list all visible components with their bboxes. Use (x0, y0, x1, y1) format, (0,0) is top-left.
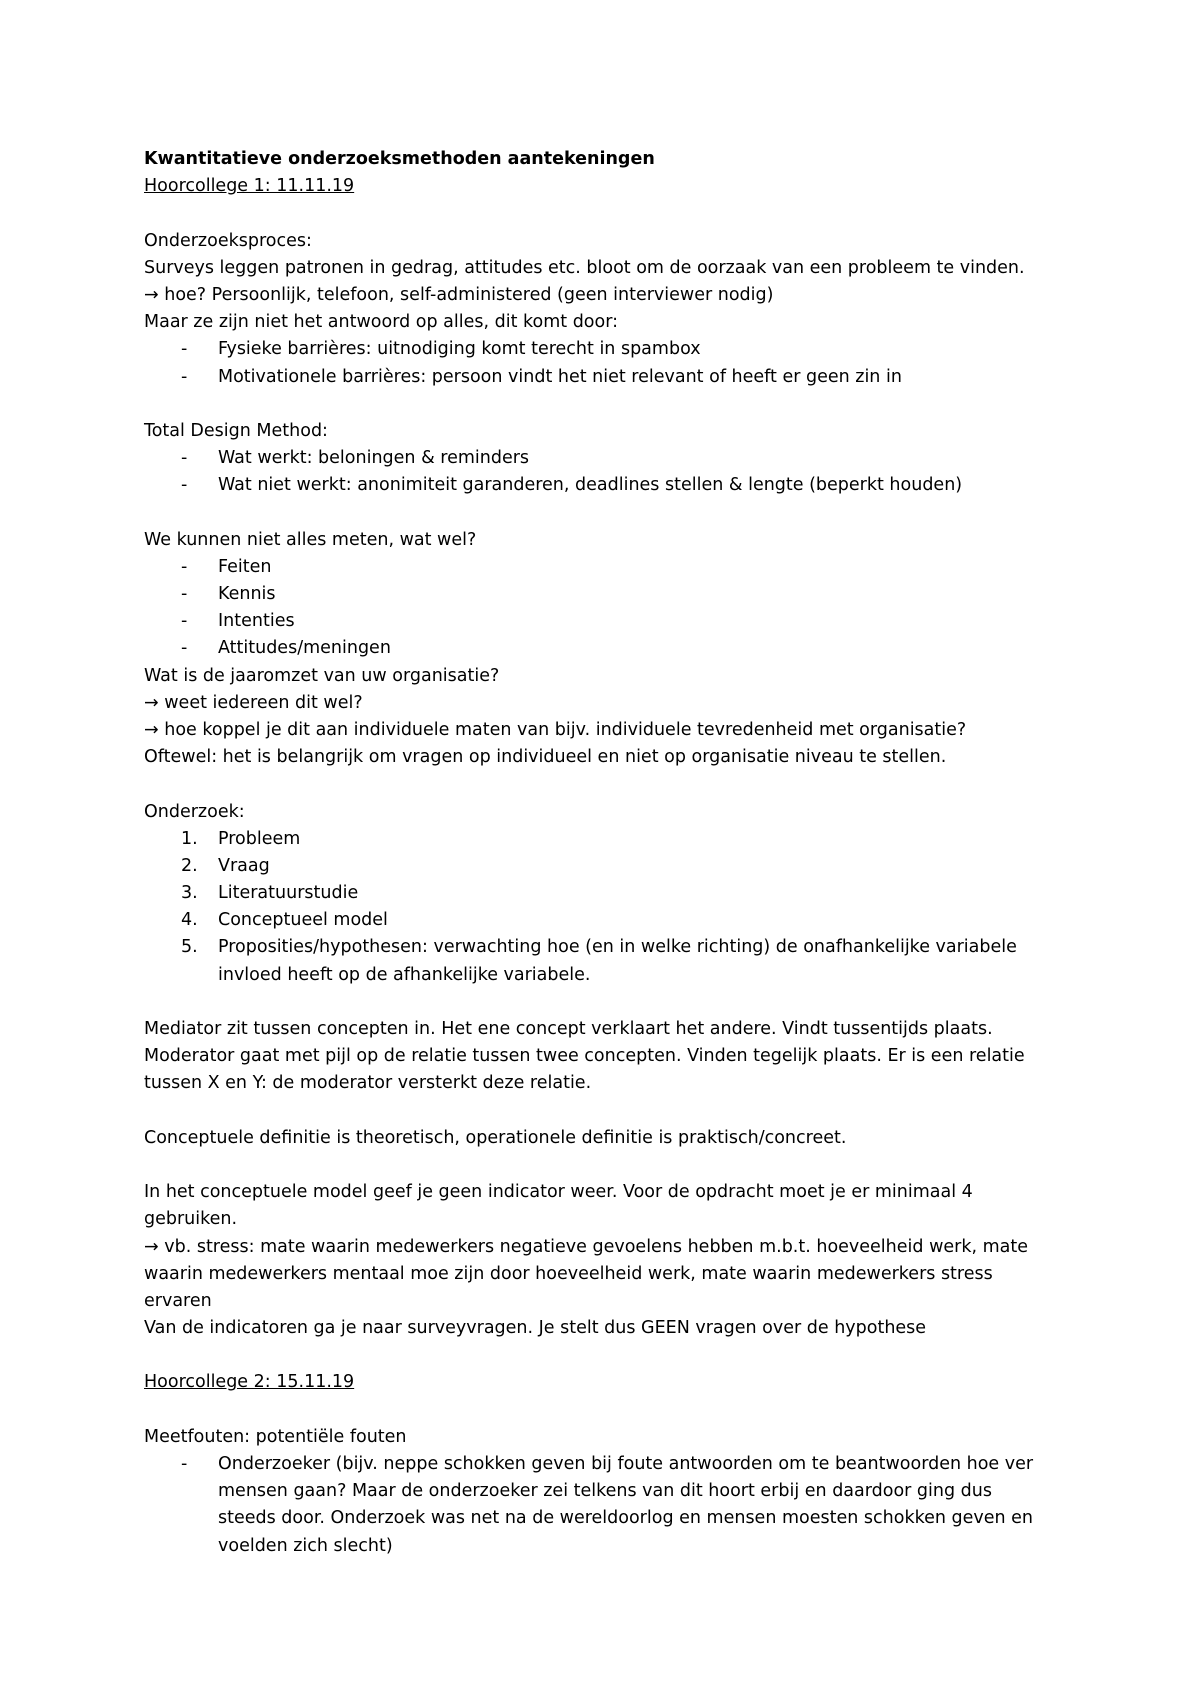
list-item-text: Feiten (218, 556, 272, 577)
list-item (144, 445, 1084, 472)
numbered-item (144, 907, 1084, 934)
list-item (144, 1451, 1084, 1478)
arrow-icon: → (144, 692, 159, 713)
paragraph-line: tussen X en Y: de moderator versterkt deze relatie. (144, 1073, 592, 1094)
definitie-line: Conceptuele definitie is theoretisch, operationele definitie is praktisch/concreet. (144, 1127, 847, 1148)
list-item (144, 364, 1084, 391)
document-title: Kwantitatieve onderzoeksmethoden aantekeningen (144, 149, 655, 169)
spacer (144, 1152, 1084, 1179)
spacer (144, 1397, 1084, 1424)
number-marker: 4. (181, 910, 198, 931)
paragraph-line: Wat is de jaaromzet van uw organisatie? (144, 665, 500, 686)
list-item-text: Fysieke barrières: uitnodiging komt terecht in spambox (218, 339, 701, 360)
list-item (144, 336, 1084, 363)
number-marker: 2. (181, 855, 198, 876)
dash-marker: - (181, 638, 188, 659)
arrow-line (144, 717, 1084, 744)
dash-marker: - (181, 556, 188, 577)
meetfouten-heading: Meetfouten: potentiële fouten (144, 1426, 407, 1447)
spacer (144, 391, 1084, 418)
list-item (144, 472, 1084, 499)
paragraph-line: Maar ze zijn niet het antwoord op alles, dit komt door: (144, 312, 618, 333)
arrow-line (144, 690, 1084, 717)
list-item-text: Wat werkt: beloningen & reminders (218, 448, 530, 469)
numbered-item-text: Probleem (218, 828, 301, 849)
arrow-icon: → (144, 1236, 159, 1257)
dash-marker: - (181, 339, 188, 360)
arrow-line-text: hoe koppel je dit aan individuele maten van bijv. individuele tevredenheid met organisatie? (158, 719, 967, 740)
document-content (144, 146, 1084, 1560)
list-item-text: Motivationele barrières: persoon vindt het niet relevant of heeft er geen zin in (218, 366, 902, 387)
arrow-line (144, 1234, 1084, 1261)
paragraph-line: ervaren (144, 1290, 212, 1311)
paragraph-line: Moderator gaat met pijl op de relatie tussen twee concepten. Vinden tegelijk plaats. Er is een relatie (144, 1046, 1025, 1067)
numbered-item-text: Proposities/hypothesen: verwachting hoe (en in welke richting) de onafhankelijke variabele (218, 937, 1017, 958)
number-marker: 1. (181, 828, 198, 849)
arrow-line-text: hoe? Persoonlijk, telefoon, self-administered (geen interviewer nodig) (158, 284, 774, 305)
list-item-continuation: mensen gaan? Maar de onderzoeker zei telkens van dit hoort erbij en daardoor ging dus (218, 1481, 992, 1502)
numbered-item (144, 853, 1084, 880)
list-item-text: Intenties (218, 611, 295, 632)
dash-marker: - (181, 584, 188, 604)
arrow-line (144, 282, 1084, 309)
meten-heading: We kunnen niet alles meten, wat wel? (144, 529, 477, 550)
dash-marker: - (181, 1454, 188, 1474)
spacer (144, 989, 1084, 1016)
numbered-item (144, 826, 1084, 853)
list-item (144, 608, 1084, 635)
arrow-icon: → (144, 284, 159, 305)
dash-marker: - (181, 448, 188, 469)
list-item-continuation: voelden zich slecht) (218, 1535, 393, 1556)
spacer (144, 1342, 1084, 1369)
arrow-icon: → (144, 719, 159, 740)
arrow-line-text: vb. stress: mate waarin medewerkers negatieve gevoelens hebben m.b.t. hoeveelheid werk, mate (158, 1236, 1028, 1257)
tdm-heading: Total Design Method: (144, 420, 328, 441)
spacer (144, 499, 1084, 526)
numbered-item-text: Conceptueel model (218, 910, 388, 931)
numbered-item (144, 934, 1084, 961)
spacer (144, 1098, 1084, 1125)
numbered-item-text: Literatuurstudie (218, 883, 359, 904)
numbered-item (144, 880, 1084, 907)
spacer (144, 771, 1084, 798)
numbered-item-text: Vraag (218, 855, 270, 876)
paragraph-line: Mediator zit tussen concepten in. Het ene concept verklaart het andere. Vindt tussentijds plaats. (144, 1019, 993, 1039)
paragraph-line: In het conceptuele model geef je geen indicator weer. Voor de opdracht moet je er minimaal 4 (144, 1182, 973, 1203)
paragraph-line: Oftewel: het is belangrijk om vragen op individueel en niet op organisatie niveau te stellen. (144, 747, 947, 768)
list-item-text: Onderzoeker (bijv. neppe schokken geven bij foute antwoorden om te beantwoorden hoe ver (218, 1454, 1034, 1474)
number-marker: 3. (181, 883, 198, 904)
dash-marker: - (181, 611, 188, 632)
paragraph-line: gebruiken. (144, 1209, 238, 1230)
list-item (144, 635, 1084, 662)
number-marker: 5. (181, 937, 198, 958)
paragraph-line: Surveys leggen patronen in gedrag, attitudes etc. bloot om de oorzaak van een probleem te vinden. (144, 257, 1025, 278)
list-item-continuation: steeds door. Onderzoek was net na de wereldoorlog en mensen moesten schokken geven en (218, 1508, 1034, 1529)
onderzoeksproces-heading: Onderzoeksproces: (144, 230, 312, 251)
list-item-text: Kennis (218, 584, 276, 604)
spacer (144, 200, 1084, 227)
paragraph-line: Van de indicatoren ga je naar surveyvragen. Je stelt dus GEEN vragen over de hypothese (144, 1318, 927, 1339)
dash-marker: - (181, 366, 188, 387)
list-item-text: Wat niet werkt: anonimiteit garanderen, deadlines stellen & lengte (beperkt houden) (218, 475, 963, 496)
list-item (144, 581, 1084, 608)
onderzoek-heading: Onderzoek: (144, 801, 245, 822)
list-item (144, 554, 1084, 581)
list-item-text: Attitudes/meningen (218, 638, 391, 659)
lecture-1-heading: Hoorcollege 1: 11.11.19 (144, 176, 355, 197)
paragraph-line: waarin medewerkers mentaal moe zijn door hoeveelheid werk, mate waarin medewerkers stress (144, 1263, 993, 1284)
lecture-2-heading: Hoorcollege 2: 15.11.19 (144, 1372, 355, 1393)
arrow-line-text: weet iedereen dit wel? (158, 692, 363, 713)
dash-marker: - (181, 475, 188, 496)
numbered-item-continuation: invloed heeft op de afhankelijke variabele. (218, 964, 591, 985)
